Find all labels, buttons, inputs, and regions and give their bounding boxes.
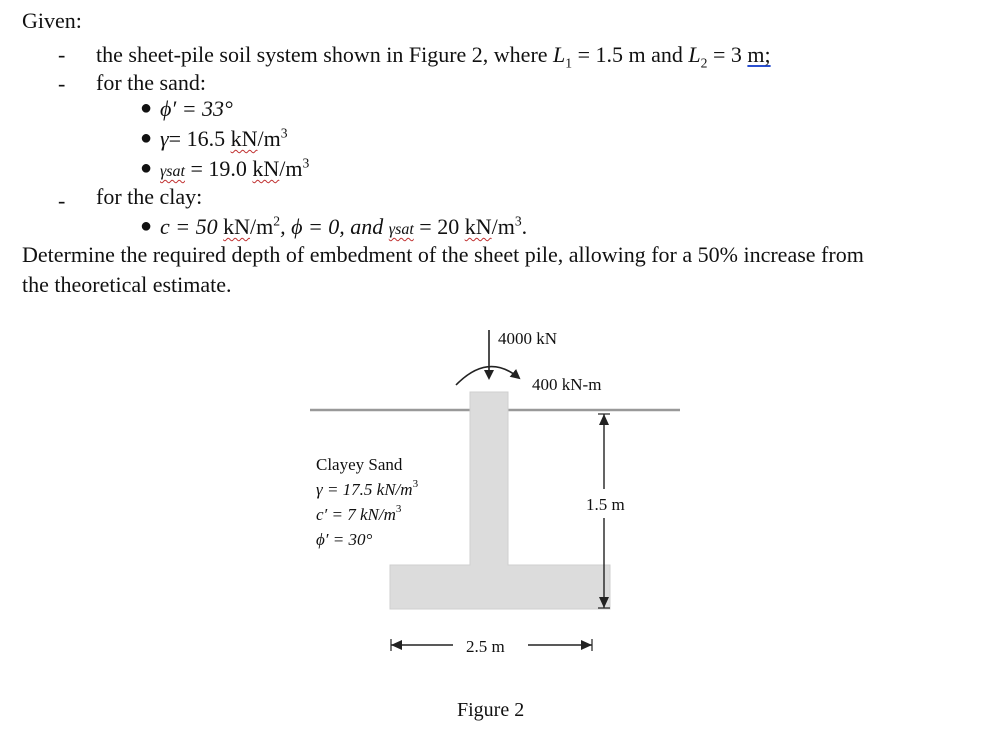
sand-phi: ϕ′ = 33° [160,96,233,121]
soil-gamma: γ = 17.5 $kN/m^3$ [316,478,419,499]
depth-arrow-top [599,414,609,425]
heading: Given: [22,8,82,33]
sand-gamma-sat: γsat = 19.0 $kN/m^3$ [160,155,310,181]
bullet-icon: ● [140,127,153,149]
figure-caption: Figure 2 [457,699,525,721]
given-system-line: the sheet-pile soil system shown in Figure 2, where $L_1 = 1.5$ m and $L_2 = 3$ m; [96,42,771,71]
bullet-icon: ● [140,157,153,179]
width-label: 2.5 m [466,637,505,656]
clay-properties: c = 50 $kN/m^2$, ϕ = 0, and γsat = 20 $kN/m^3$. [160,213,528,239]
bullet-icon: ● [140,215,153,237]
question-line-2: the theoretical estimate. [22,272,232,297]
dash-marker: - [58,188,66,213]
soil-cohesion: c′ = 7 $kN/m^3$ [316,503,402,524]
footing-shape [390,392,610,609]
sand-gamma: γ= 16.5 $kN/m^3$ [160,125,288,151]
width-arrow-left [391,640,402,650]
clay-label: for the clay: [96,184,203,209]
question-line-1: Determine the required depth of embedment of the sheet pile, allowing for a 50% increase from [22,242,864,267]
width-arrow-right [581,640,592,650]
soil-name: Clayey Sand [316,455,403,474]
sand-label: for the sand: [96,70,206,95]
dash-marker: - [58,71,66,96]
dash-marker: - [58,42,66,67]
moment-arrow [456,367,519,385]
bullet-icon: ● [140,97,153,119]
load-label: 4000 kN [498,329,558,348]
moment-label: 400 kN-m [532,375,602,394]
depth-label: 1.5 m [586,495,625,514]
soil-phi: ϕ′ = 30° [316,530,373,549]
